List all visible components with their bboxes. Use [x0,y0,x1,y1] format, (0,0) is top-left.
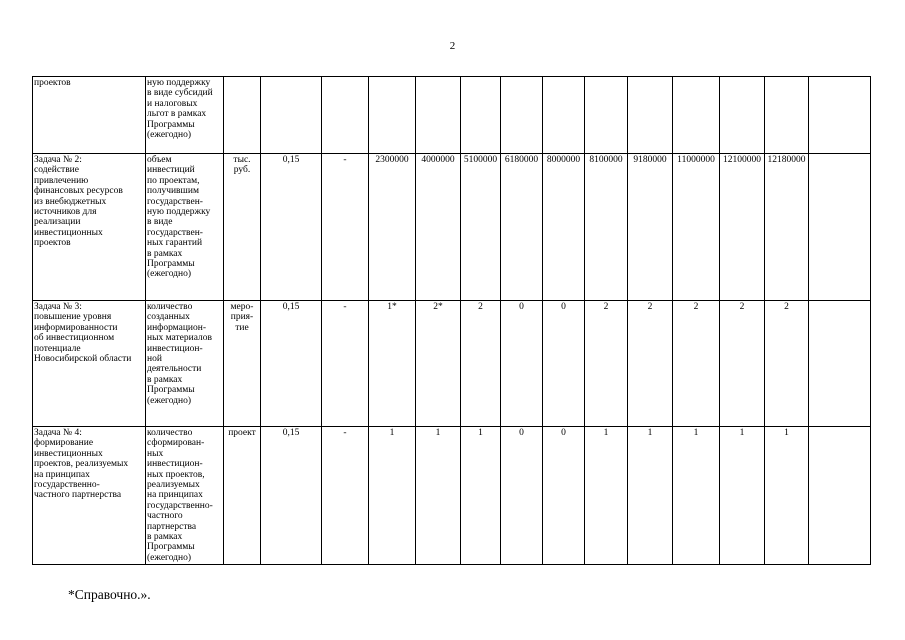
year-value-cell: 5100000 [461,154,501,301]
footnote: *Справочно.». [68,587,151,602]
unit-cell: тыс. руб. [224,154,261,301]
weight-cell: 0,15 [261,301,322,427]
year-value-cell: 11000000 [673,154,720,301]
year-value-cell: 4000000 [416,154,461,301]
empty-cell [809,427,871,565]
year-value-cell: 1 [416,427,461,565]
year-value-cell: 1 [461,427,501,565]
year-value-cell: 0 [501,301,543,427]
base-value-cell: - [322,427,369,565]
year-value-cell: 1 [720,427,765,565]
table-row [33,427,871,565]
year-value-cell: 2300000 [369,154,416,301]
unit-cell: меро- прия- тие [224,301,261,427]
year-value-cell: 12100000 [720,154,765,301]
year-value-cell [628,77,673,154]
unit-cell [224,77,261,154]
table-row [33,154,871,301]
task-cell: Задача № 3: повышение уровня информированности об инвестиционном потенциале Новосибирской области [33,301,146,427]
year-value-cell [720,77,765,154]
year-value-cell [461,77,501,154]
year-value-cell [416,77,461,154]
year-value-cell: 6180000 [501,154,543,301]
year-value-cell [543,77,585,154]
year-value-cell: 1 [369,427,416,565]
year-value-cell: 2 [628,301,673,427]
task-cell: Задача № 4: формирование инвестиционных проектов, реализуемых на принципах государственно- частного партнерства [33,427,146,565]
indicator-cell: количество созданных информацион- ных материалов инвестицион- ной деятельности в рамках Программы (ежегодно) [146,301,224,427]
base-value-cell [322,77,369,154]
year-value-cell [369,77,416,154]
year-value-cell: 1 [628,427,673,565]
year-value-cell: 1 [585,427,628,565]
year-value-cell [585,77,628,154]
empty-cell [809,301,871,427]
base-value-cell: - [322,154,369,301]
year-value-cell: 1 [765,427,809,565]
year-value-cell: 8000000 [543,154,585,301]
year-value-cell: 0 [501,427,543,565]
year-value-cell: 2 [765,301,809,427]
indicator-cell: объем инвестиций по проектам, получившим государствен- ную поддержку в виде государствен- ных гарантий в рамках Программы (ежегодно) [146,154,224,301]
year-value-cell: 0 [543,427,585,565]
year-value-cell [501,77,543,154]
year-value-cell [673,77,720,154]
base-value-cell: - [322,301,369,427]
page-number: 2 [449,40,456,52]
year-value-cell: 1 [673,427,720,565]
indicators-table [32,76,871,565]
year-value-cell [765,77,809,154]
weight-cell [261,77,322,154]
indicator-cell: количество сформирован- ных инвестицион- ных проектов, реализуемых на принципах государственно- частного партнерства в рамках Программы (ежегодно) [146,427,224,565]
year-value-cell: 1* [369,301,416,427]
empty-cell [809,154,871,301]
year-value-cell: 2 [673,301,720,427]
weight-cell: 0,15 [261,427,322,565]
year-value-cell: 0 [543,301,585,427]
table-row [33,301,871,427]
unit-cell: проект [224,427,261,565]
empty-cell [809,77,871,154]
weight-cell: 0,15 [261,154,322,301]
year-value-cell: 12180000 [765,154,809,301]
indicator-cell: ную поддержку в виде субсидий и налоговых льгот в рамках Программы (ежегодно) [146,77,224,154]
year-value-cell: 9180000 [628,154,673,301]
year-value-cell: 2* [416,301,461,427]
task-cell: проектов [33,77,146,154]
year-value-cell: 2 [585,301,628,427]
task-cell: Задача № 2: содействие привлечению финансовых ресурсов из внебюджетных источников для реализации инвестиционных проектов [33,154,146,301]
year-value-cell: 2 [461,301,501,427]
year-value-cell: 8100000 [585,154,628,301]
year-value-cell: 2 [720,301,765,427]
table-row [33,77,871,154]
